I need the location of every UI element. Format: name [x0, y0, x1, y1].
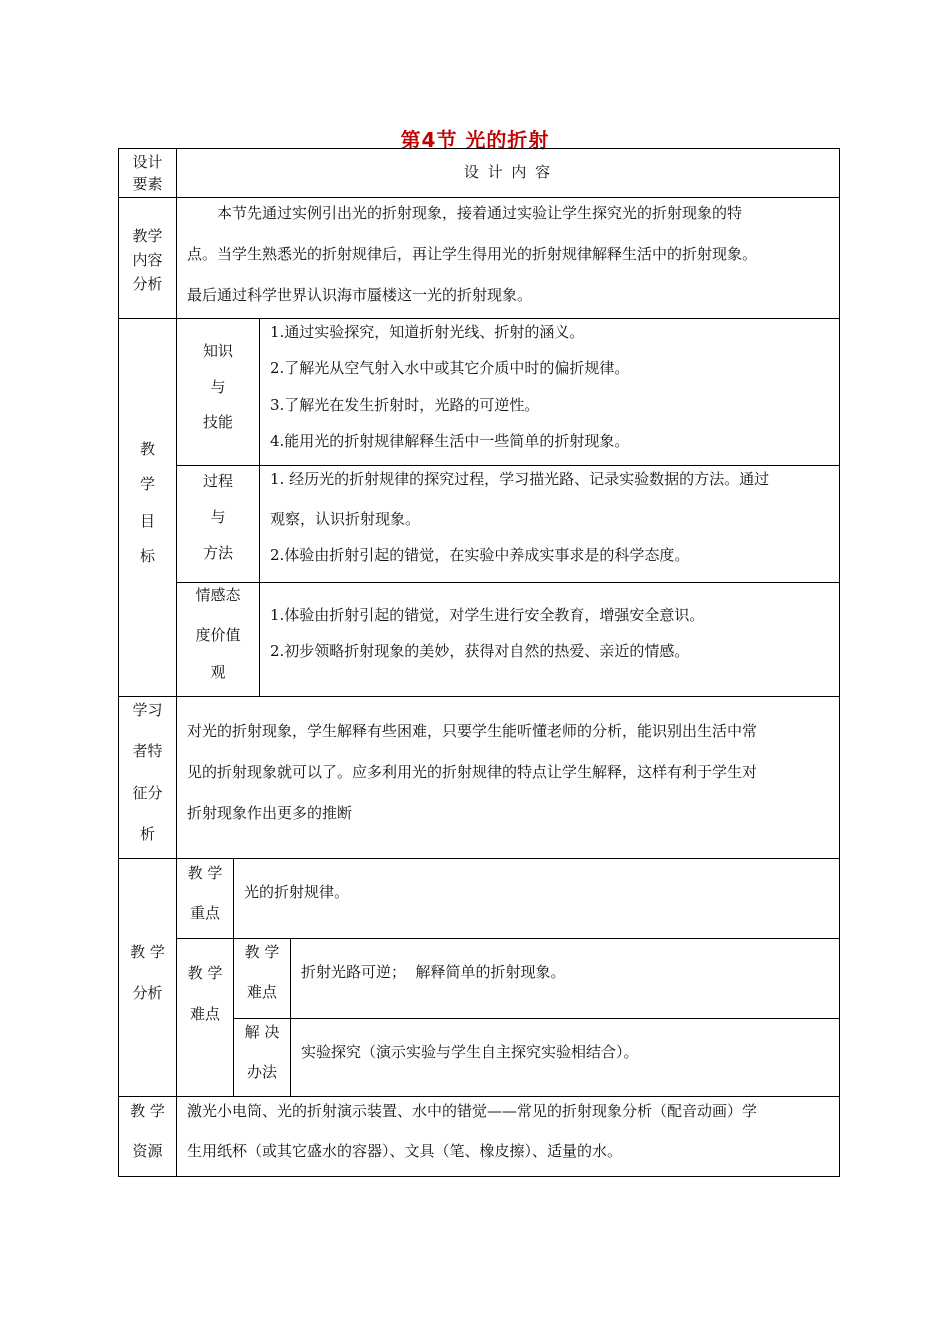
analysis-label-2: 分析 [132, 984, 163, 1002]
emotion-item-2: 2.初步领略折射现象的美妙，获得对自然的热爱、亲近的情感。 [270, 642, 690, 660]
process-item-2: 观察，认识折射现象。 [270, 510, 421, 528]
process-item-1: 1. 经历光的折射规律的探究过程，学习描光路、记录实验数据的方法。通过 [270, 470, 770, 488]
knowledge-label-1: 知识 [202, 342, 233, 360]
emotion-item-1: 1.体验由折射引起的错觉，对学生进行安全教育，增强安全意识。 [270, 606, 705, 624]
difficulty-label-1: 教 学 [187, 964, 223, 982]
knowledge-item-3: 3.了解光在发生折射时，光路的可逆性。 [270, 396, 540, 414]
analysis-label-1: 教 学 [130, 943, 165, 961]
objectives-label-3: 目 [139, 512, 155, 530]
objectives-label-2: 学 [139, 475, 155, 493]
difficulty-sub2-text: 实验探究（演示实验与学生自主探究实验相结合）。 [301, 1043, 639, 1061]
key-point-text: 光的折射规律。 [244, 883, 350, 901]
process-item-3: 2.体验由折射引起的错觉，在实验中养成实事求是的科学态度。 [270, 546, 690, 564]
objectives-label-cell [118, 318, 177, 697]
page-title: 第4节 光的折射 [400, 128, 550, 152]
emotion-label-2: 度价值 [195, 626, 241, 644]
knowledge-item-2: 2.了解光从空气射入水中或其它介质中时的偏折规律。 [270, 359, 630, 377]
difficulty-sub2-label-2: 办法 [246, 1063, 277, 1081]
difficulty-sub2-label-1: 解 决 [244, 1023, 280, 1041]
header-left-label-2: 要素 [132, 175, 163, 193]
knowledge-label-3: 技能 [202, 413, 233, 431]
content-analysis-label-3: 分析 [132, 275, 163, 293]
knowledge-item-4: 4.能用光的折射规律解释生活中一些简单的折射现象。 [270, 432, 630, 450]
key-point-label-1: 教 学 [187, 864, 223, 882]
learner-line-1: 对光的折射现象，学生解释有些困难，只要学生能听懂老师的分析，能识别出生活中常 [187, 722, 758, 740]
resources-line-2: 生用纸杯（或其它盛水的容器）、文具（笔、橡皮擦）、适量的水。 [187, 1142, 623, 1160]
difficulty-sub1-label-1: 教 学 [244, 943, 280, 961]
content-analysis-line-1: 本节先通过实例引出光的折射现象，接着通过实验让学生探究光的折射现象的特 [217, 204, 743, 222]
process-label-1: 过程 [202, 472, 233, 490]
learner-label-1: 学习 [132, 701, 163, 719]
learner-line-2: 见的折射现象就可以了。应多利用光的折射规律的特点让学生解释，这样有利于学生对 [187, 763, 758, 781]
resources-label-1: 教 学 [130, 1102, 165, 1120]
header-right-label: 设 计 内 容 [463, 163, 553, 181]
process-label-3: 方法 [202, 544, 233, 562]
objectives-label-4: 标 [139, 547, 155, 565]
content-analysis-line-3: 最后通过科学世界认识海市蜃楼这一光的折射现象。 [187, 286, 533, 304]
analysis-label-cell [118, 858, 177, 1097]
process-label-2: 与 [210, 508, 226, 526]
learner-line-3: 折射现象作出更多的推断 [187, 804, 353, 822]
content-analysis-label-1: 教学 [132, 227, 163, 245]
learner-label-3: 征分 [132, 784, 163, 802]
difficulty-sub1-text: 折射光路可逆； 解释简单的折射现象。 [301, 963, 566, 981]
learner-label-4: 析 [139, 825, 155, 843]
difficulty-sub1-label-2: 难点 [246, 983, 277, 1001]
resources-line-1: 激光小电筒、光的折射演示装置、水中的错觉——常见的折射现象分析（配音动画）学 [187, 1102, 758, 1120]
header-left-label-1: 设计 [132, 153, 163, 171]
content-analysis-label-2: 内容 [132, 251, 163, 269]
difficulty-label-2: 难点 [189, 1005, 220, 1023]
key-point-label-2: 重点 [189, 904, 220, 922]
emotion-label-3: 观 [210, 663, 226, 681]
knowledge-item-1: 1.通过实验探究，知道折射光线、折射的涵义。 [270, 323, 585, 341]
knowledge-label-2: 与 [210, 378, 226, 396]
resources-label-2: 资源 [132, 1142, 163, 1160]
learner-label-2: 者特 [132, 742, 163, 760]
content-analysis-line-2: 点。当学生熟悉光的折射规律后，再让学生得用光的折射规律解释生活中的折射现象。 [187, 245, 758, 263]
emotion-label-1: 情感态 [195, 586, 241, 604]
objectives-label-1: 教 [139, 440, 155, 458]
